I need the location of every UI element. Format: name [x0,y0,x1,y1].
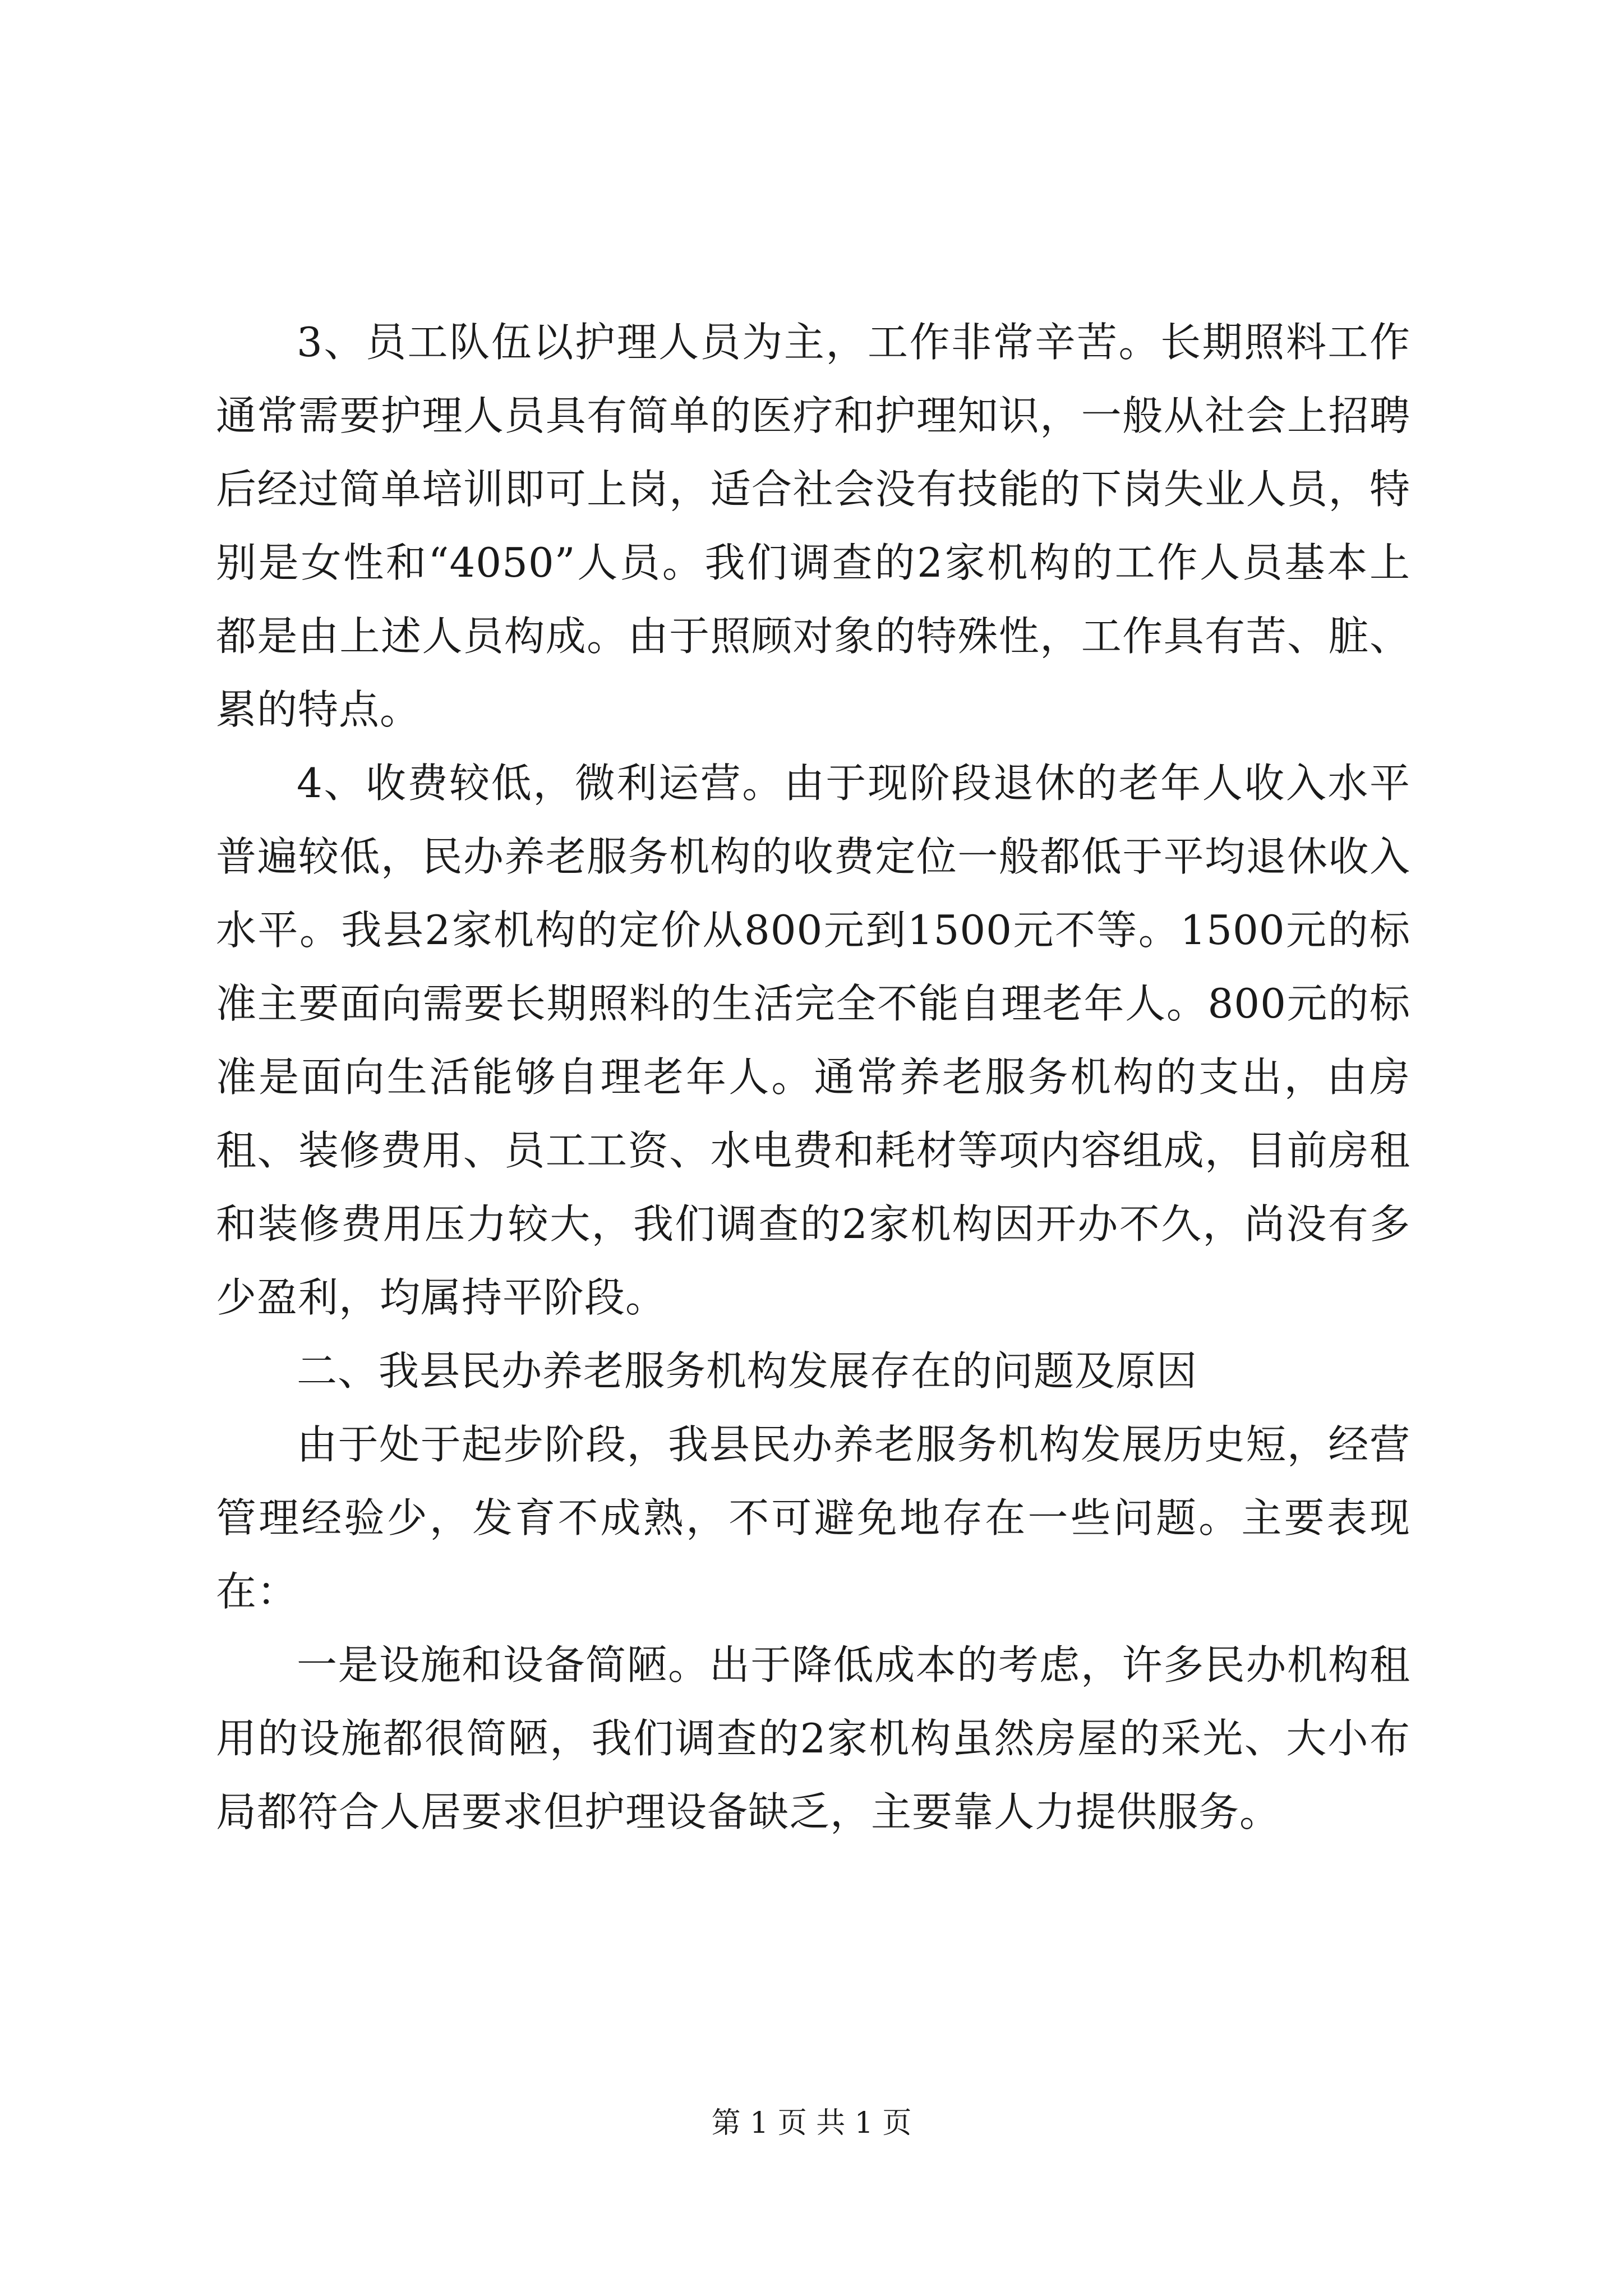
page-number-footer: 第 1 页 共 1 页 [711,2106,912,2140]
paragraph-intro-problems: 由于处于起步阶段，我县民办养老服务机构发展历史短，经营管理经验少，发育不成熟，不可避免地存在一些问题。主要表现在： [216,1421,1410,1615]
paragraph-facilities: 一是设施和设备简陋。出于降低成本的考虑，许多民办机构租用的设施都很简陋，我们调查的2家机构虽然房屋的采光、大小布局都符合人居要求但护理设备缺乏，主要靠人力提供服务。 [216,1641,1410,1835]
section-heading-problems: 二、我县民办养老服务机构发展存在的问题及原因 [297,1347,1198,1395]
paragraph-fees: 4、收费较低，微利运营。由于现阶段退休的老年人收入水平普遍较低，民办养老服务机构的收费定位一般都低于平均退休收入水平。我县2家机构的定价从800元到1500元不等。1500元的标准主要面向需要长期照料的生活完全不能自理老年人。800元的标准是面向生活能够自理老年人。通常养老服务机构的支出，由房租、装修费用、员工工资、水电费和耗材等项内容组成，目前房租和装修费用压力较大，我们调查的2家机构因开办不久，尚没有多少盈利，均属持平阶段。 [216,760,1410,1321]
paragraph-staff: 3、员工队伍以护理人员为主，工作非常辛苦。长期照料工作通常需要护理人员具有简单的医疗和护理知识，一般从社会上招聘后经过简单培训即可上岗，适合社会没有技能的下岗失业人员，特别是女性和“4050”人员。我们调查的2家机构的工作人员基本上都是由上述人员构成。由于照顾对象的特殊性，工作具有苦、脏、累的特点。 [216,319,1410,733]
document-body [216,306,1410,1849]
